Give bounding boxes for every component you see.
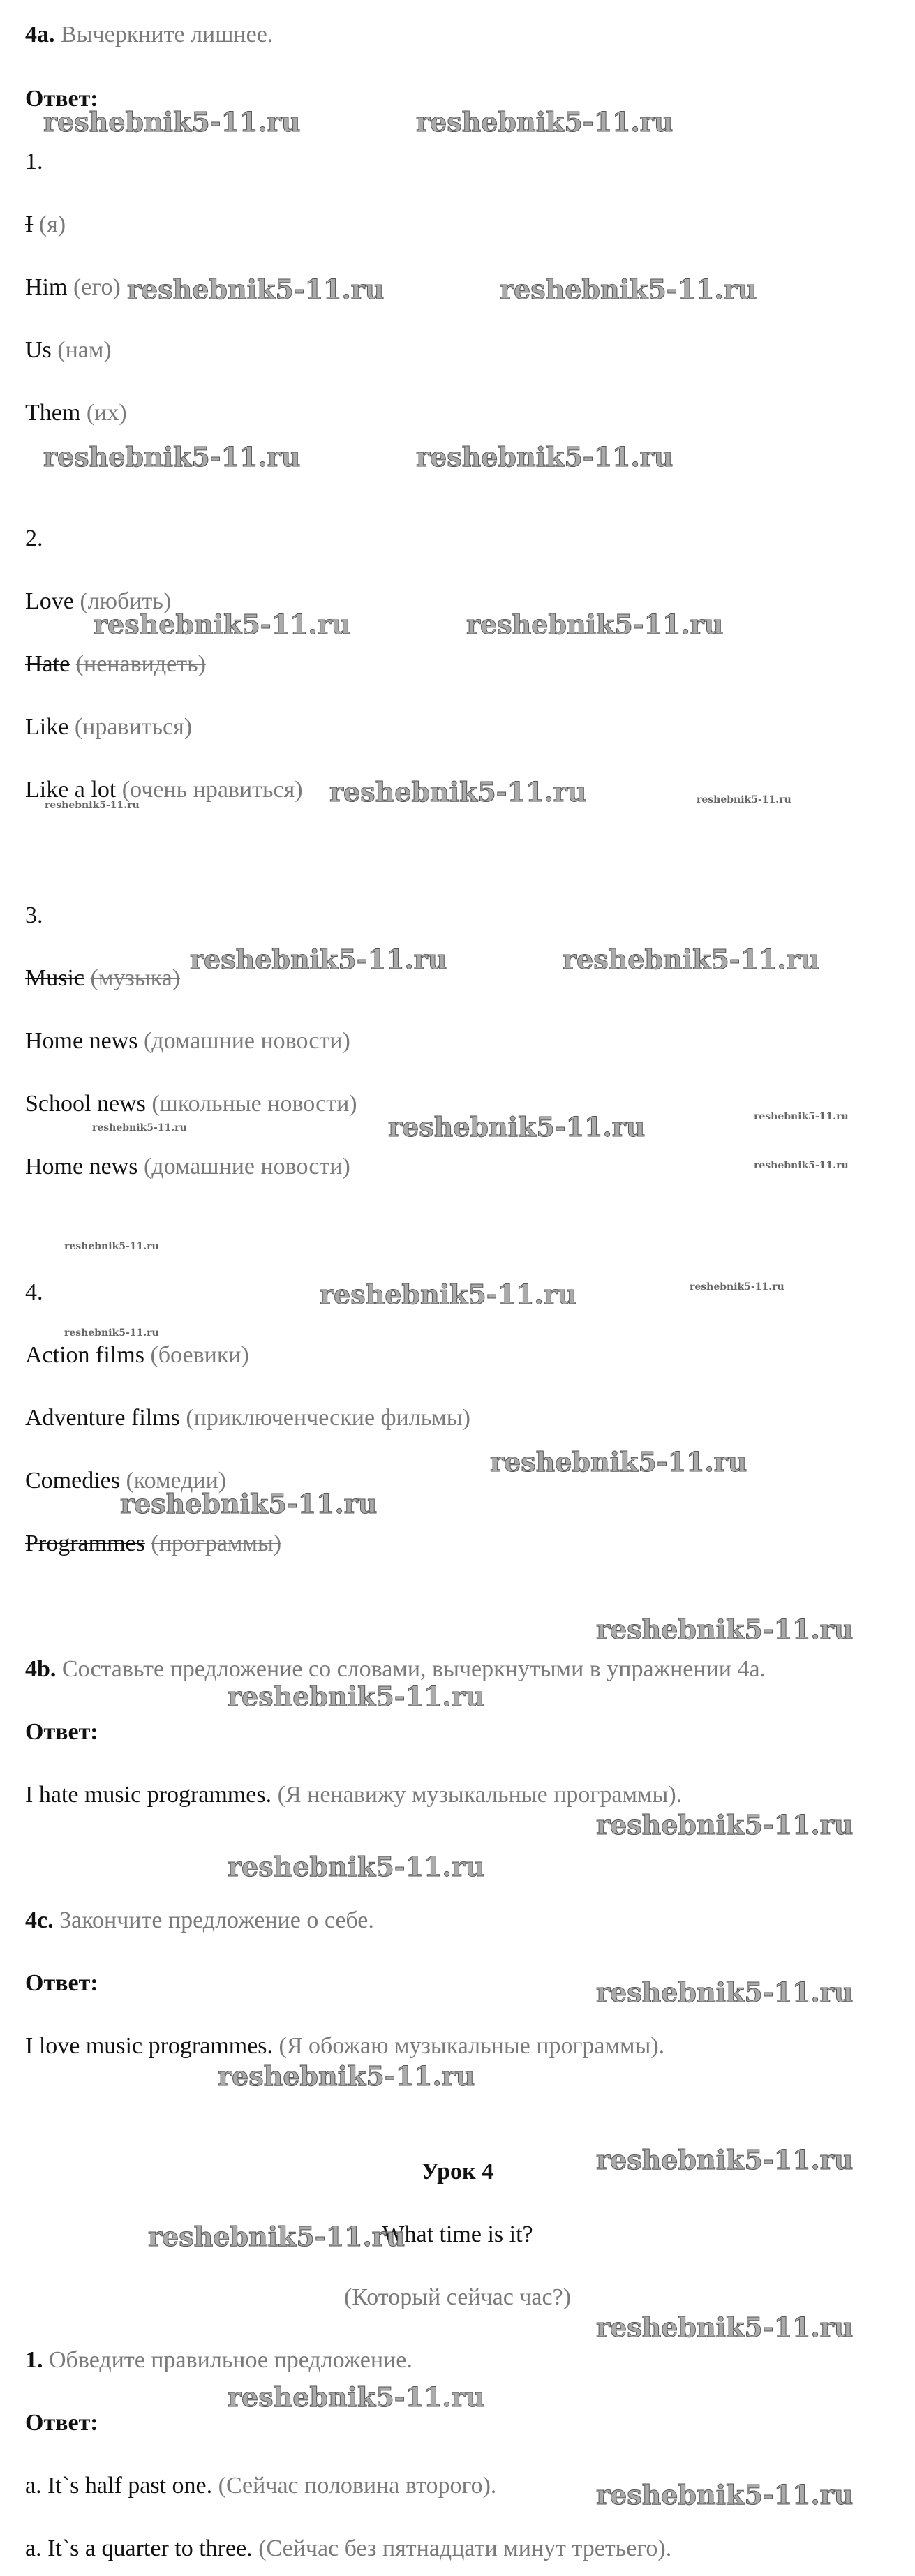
answer-ru: (Я ненавижу музыкальные программы).: [277, 1782, 683, 1808]
list-item: [25, 713, 192, 741]
ex4c-task: Закончите предложение о себе.: [59, 1907, 374, 1933]
watermark: reshebnik5-11.ru: [43, 441, 301, 472]
ex1-answer-label: Ответ:: [25, 2410, 98, 2436]
item-ru: (его): [73, 274, 121, 300]
item-en: Them: [25, 400, 81, 426]
item-ru: (я): [38, 211, 66, 237]
lesson-subtitle: What time is it?: [382, 2221, 533, 2247]
item-en: Programmes: [25, 1531, 145, 1556]
item-en: Love: [25, 588, 74, 614]
ex4a-heading: [25, 21, 273, 49]
item-ru: (их): [86, 400, 127, 426]
answer-ru: (Я обожаю музыкальные программы).: [278, 2033, 665, 2059]
answer-en: a. It`s a quarter to three.: [25, 2536, 253, 2561]
watermark: reshebnik5-11.ru: [45, 800, 140, 811]
watermark: reshebnik5-11.ru: [92, 1122, 187, 1133]
group-2-number: 2.: [25, 526, 43, 551]
watermark: reshebnik5-11.ru: [127, 274, 385, 305]
item-ru: (боевики): [150, 1342, 249, 1368]
item-ru: (очень нравиться): [121, 777, 303, 803]
answer-ru: (Сейчас без пятнадцати минут третьего).: [258, 2536, 672, 2561]
ex4c-answer-label: Ответ:: [25, 1970, 98, 1996]
watermark: reshebnik5-11.ru: [754, 1111, 849, 1122]
watermark: reshebnik5-11.ru: [596, 1976, 854, 2008]
item-en: I: [25, 211, 34, 237]
list-item: [25, 336, 112, 364]
ex1-task: Обведите правильное предложение.: [49, 2347, 412, 2373]
watermark: reshebnik5-11.ru: [697, 794, 791, 805]
ex1-heading: [25, 2346, 412, 2374]
group-4-number: 4.: [25, 1279, 43, 1305]
item-ru: (нравиться): [74, 714, 193, 740]
watermark: reshebnik5-11.ru: [596, 1809, 854, 1840]
item-en: Music: [25, 965, 84, 991]
list-item: [25, 211, 66, 239]
list-item: [25, 1153, 350, 1181]
item-ru: (нам): [57, 337, 112, 363]
watermark: reshebnik5-11.ru: [228, 2381, 485, 2413]
ex4a-answer-label: Ответ:: [25, 86, 98, 112]
watermark: reshebnik5-11.ru: [596, 1614, 854, 1645]
watermark: reshebnik5-11.ru: [490, 1446, 747, 1477]
watermark: reshebnik5-11.ru: [596, 2479, 854, 2510]
ex4b-number: 4b.: [25, 1656, 57, 1682]
item-en: Like a lot: [25, 777, 117, 803]
watermark: reshebnik5-11.ru: [148, 2221, 406, 2252]
watermark: reshebnik5-11.ru: [596, 2311, 854, 2343]
ex4a-task: Вычеркните лишнее.: [61, 22, 274, 47]
watermark: reshebnik5-11.ru: [218, 2060, 475, 2092]
watermark: reshebnik5-11.ru: [320, 1279, 577, 1310]
list-item: [25, 2535, 671, 2563]
item-ru: (программы): [151, 1531, 282, 1556]
item-en: Adventure films: [25, 1405, 180, 1431]
watermark: reshebnik5-11.ru: [596, 2144, 854, 2175]
ex1-number: 1.: [25, 2347, 43, 2373]
item-ru: (приключенческие фильмы): [186, 1405, 470, 1431]
ex4a-number: 4a.: [25, 22, 55, 47]
answer-en: a. It`s half past one.: [25, 2473, 213, 2499]
ex4c-answer: [25, 2032, 664, 2060]
watermark: reshebnik5-11.ru: [500, 274, 757, 305]
group-1-number: 1.: [25, 149, 43, 174]
watermark: reshebnik5-11.ru: [416, 106, 674, 137]
watermark: reshebnik5-11.ru: [329, 776, 587, 807]
item-en: Like: [25, 714, 69, 740]
ex4c-number: 4c.: [25, 1907, 54, 1933]
watermark: reshebnik5-11.ru: [64, 1241, 159, 1252]
watermark: reshebnik5-11.ru: [388, 1111, 646, 1142]
ex4b-task: Составьте предложение со словами, вычеркнутыми в упражнении 4a.: [61, 1656, 766, 1682]
item-ru: (любить): [80, 588, 172, 614]
watermark: reshebnik5-11.ru: [43, 106, 301, 137]
lesson-subtitle-ru: (Который сейчас час?): [343, 2284, 572, 2310]
lesson-title: Урок 4: [421, 2159, 494, 2184]
item-ru: (школьные новости): [151, 1091, 357, 1117]
watermark: reshebnik5-11.ru: [228, 1851, 485, 1882]
list-item: [25, 1530, 281, 1558]
watermark: reshebnik5-11.ru: [563, 944, 820, 975]
list-item: [25, 399, 127, 427]
item-ru: (домашние новости): [143, 1154, 350, 1179]
item-en: Home news: [25, 1028, 138, 1054]
item-ru: (домашние новости): [143, 1028, 350, 1054]
list-item: [25, 1341, 249, 1369]
watermark: reshebnik5-11.ru: [416, 441, 674, 472]
item-en: Hate: [25, 651, 70, 677]
item-en: Us: [25, 337, 52, 363]
watermark: reshebnik5-11.ru: [190, 944, 447, 975]
item-en: School news: [25, 1091, 146, 1117]
item-ru: (комедии): [126, 1468, 227, 1494]
answer-ru: (Сейчас половина второго).: [218, 2473, 497, 2499]
ex4b-heading: [25, 1655, 766, 1683]
item-en: Him: [25, 274, 68, 300]
item-en: Action films: [25, 1342, 144, 1368]
item-en: Comedies: [25, 1468, 120, 1494]
watermark: reshebnik5-11.ru: [690, 1281, 784, 1293]
ex4b-answer-label: Ответ:: [25, 1719, 98, 1745]
list-item: [25, 2472, 496, 2500]
group-3-number: 3.: [25, 902, 43, 928]
watermark: reshebnik5-11.ru: [94, 609, 351, 640]
list-item: [25, 1404, 470, 1432]
item-ru: (ненавидеть): [75, 651, 206, 677]
ex4b-answer: [25, 1781, 682, 1809]
watermark: reshebnik5-11.ru: [466, 609, 724, 640]
list-item: [25, 1027, 350, 1055]
watermark: reshebnik5-11.ru: [228, 1681, 485, 1712]
watermark: reshebnik5-11.ru: [64, 1327, 159, 1339]
answer-en: I love music programmes.: [25, 2033, 274, 2059]
answer-en: I hate music programmes.: [25, 1782, 272, 1808]
list-item: [25, 650, 206, 678]
list-item: [25, 274, 121, 301]
item-en: Home news: [25, 1154, 138, 1179]
list-item: [25, 1090, 357, 1118]
ex4c-heading: [25, 1907, 374, 1935]
watermark: reshebnik5-11.ru: [120, 1488, 378, 1519]
watermark: reshebnik5-11.ru: [754, 1160, 849, 1171]
list-item: [25, 965, 180, 992]
item-ru: (музыка): [90, 965, 181, 991]
